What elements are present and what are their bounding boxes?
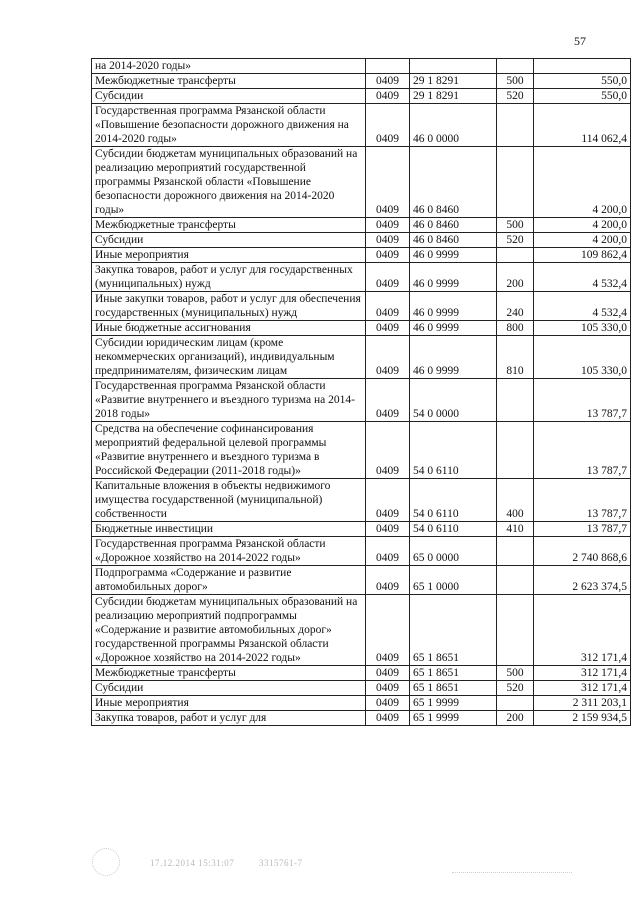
row-sum: 4 200,0: [534, 147, 631, 218]
table-row: [92, 336, 631, 379]
row-name: Межбюджетные трансферты: [92, 74, 366, 89]
row-section: 0409: [366, 89, 410, 104]
row-code: 46 0 9999: [410, 292, 497, 321]
row-sum: [534, 59, 631, 74]
row-kind: 240: [497, 292, 534, 321]
row-code: 29 1 8291: [410, 74, 497, 89]
row-name: Средства на обеспечение софинансирования мероприятий федеральной целевой программы «Развитие внутреннего и въездного туризма в Российской Федерации (2011-2018 годы)»: [92, 422, 366, 479]
row-sum: 550,0: [534, 74, 631, 89]
row-section: 0409: [366, 522, 410, 537]
footer-doc-id: 3315761-7: [259, 858, 303, 868]
row-kind: [497, 537, 534, 566]
row-name: Межбюджетные трансферты: [92, 218, 366, 233]
row-name: Иные закупки товаров, работ и услуг для обеспечения государственных (муниципальных) нужд: [92, 292, 366, 321]
row-sum: 4 532,4: [534, 292, 631, 321]
row-name: Капитальные вложения в объекты недвижимого имущества государственной (муниципальной) собственности: [92, 479, 366, 522]
row-name: Иные мероприятия: [92, 696, 366, 711]
row-section: 0409: [366, 711, 410, 726]
row-section: 0409: [366, 595, 410, 666]
row-kind: 200: [497, 263, 534, 292]
table-row: [92, 248, 631, 263]
row-name: Субсидии юридическим лицам (кроме некоммерческих организаций), индивидуальным предпринимателям, физическим лицам: [92, 336, 366, 379]
row-sum: 114 062,4: [534, 104, 631, 147]
row-code: 65 1 9999: [410, 696, 497, 711]
row-section: 0409: [366, 379, 410, 422]
row-section: 0409: [366, 147, 410, 218]
table-row: [92, 104, 631, 147]
row-section: 0409: [366, 566, 410, 595]
row-kind: 500: [497, 666, 534, 681]
row-section: 0409: [366, 537, 410, 566]
row-kind: [497, 59, 534, 74]
row-sum: 4 200,0: [534, 218, 631, 233]
row-sum: 13 787,7: [534, 522, 631, 537]
row-code: 65 1 0000: [410, 566, 497, 595]
page-number: 57: [574, 34, 586, 48]
row-section: [366, 59, 410, 74]
row-code: 65 1 9999: [410, 711, 497, 726]
row-name: Иные бюджетные ассигнования: [92, 321, 366, 336]
row-code: 29 1 8291: [410, 89, 497, 104]
row-section: 0409: [366, 104, 410, 147]
row-kind: [497, 422, 534, 479]
row-section: 0409: [366, 422, 410, 479]
row-name: Иные мероприятия: [92, 248, 366, 263]
table-row: [92, 233, 631, 248]
row-section: 0409: [366, 74, 410, 89]
row-sum: 13 787,7: [534, 479, 631, 522]
row-section: 0409: [366, 321, 410, 336]
footer-stamp: [150, 858, 325, 868]
row-code: 54 0 6110: [410, 522, 497, 537]
row-code: 46 0 8460: [410, 218, 497, 233]
row-code: 46 0 9999: [410, 321, 497, 336]
row-sum: 13 787,7: [534, 422, 631, 479]
row-sum: 312 171,4: [534, 681, 631, 696]
table-row: [92, 218, 631, 233]
table-row: [92, 696, 631, 711]
row-code: 46 0 8460: [410, 233, 497, 248]
table-row: [92, 147, 631, 218]
row-section: 0409: [366, 666, 410, 681]
row-sum: 109 862,4: [534, 248, 631, 263]
row-kind: [497, 379, 534, 422]
table-row: [92, 479, 631, 522]
row-name: Закупка товаров, работ и услуг для: [92, 711, 366, 726]
row-code: 46 0 0000: [410, 104, 497, 147]
row-section: 0409: [366, 218, 410, 233]
row-section: 0409: [366, 233, 410, 248]
row-section: 0409: [366, 263, 410, 292]
table-row: [92, 666, 631, 681]
row-name: Субсидии бюджетам муниципальных образований на реализацию мероприятий государственной программы Рязанской области «Повышение безопасности дорожного движения на 2014-2020 годы»: [92, 147, 366, 218]
table-row: [92, 89, 631, 104]
row-name: Субсидии: [92, 89, 366, 104]
row-sum: 105 330,0: [534, 336, 631, 379]
table-row: [92, 422, 631, 479]
row-kind: [497, 147, 534, 218]
table-row: [92, 263, 631, 292]
row-kind: [497, 566, 534, 595]
row-code: 54 0 6110: [410, 422, 497, 479]
row-name: на 2014-2020 годы»: [92, 59, 366, 74]
table-row: [92, 566, 631, 595]
budget-table-body: [92, 59, 631, 726]
row-name: Межбюджетные трансферты: [92, 666, 366, 681]
row-kind: 520: [497, 681, 534, 696]
row-sum: 2 623 374,5: [534, 566, 631, 595]
row-sum: 2 159 934,5: [534, 711, 631, 726]
row-sum: 105 330,0: [534, 321, 631, 336]
row-name: Государственная программа Рязанской области «Дорожное хозяйство на 2014-2022 годы»: [92, 537, 366, 566]
row-kind: 200: [497, 711, 534, 726]
row-section: 0409: [366, 681, 410, 696]
row-code: 46 0 9999: [410, 263, 497, 292]
row-code: 46 0 9999: [410, 336, 497, 379]
faint-seal-mark: [92, 848, 120, 876]
row-name: Государственная программа Рязанской области «Повышение безопасности дорожного движения на 2014-2020 годы»: [92, 104, 366, 147]
row-name: Субсидии бюджетам муниципальных образований на реализацию мероприятий подпрограммы «Содержание и развитие автомобильных дорог» государственной программы Рязанской области «Дорожное хозяйство на 2014-2022 годы»: [92, 595, 366, 666]
row-kind: 520: [497, 233, 534, 248]
row-section: 0409: [366, 248, 410, 263]
row-name: Субсидии: [92, 681, 366, 696]
row-section: 0409: [366, 696, 410, 711]
row-kind: [497, 595, 534, 666]
row-name: Подпрограмма «Содержание и развитие автомобильных дорог»: [92, 566, 366, 595]
row-section: 0409: [366, 479, 410, 522]
row-code: 54 0 0000: [410, 379, 497, 422]
row-name: Закупка товаров, работ и услуг для государственных (муниципальных) нужд: [92, 263, 366, 292]
footer-timestamp: 17.12.2014 15:31:07: [150, 858, 235, 868]
row-kind: 400: [497, 479, 534, 522]
row-code: 65 1 8651: [410, 666, 497, 681]
row-sum: 2 740 868,6: [534, 537, 631, 566]
faint-signature-mark: [452, 856, 572, 873]
row-name: Субсидии: [92, 233, 366, 248]
row-sum: 4 532,4: [534, 263, 631, 292]
table-row: [92, 321, 631, 336]
row-code: 54 0 6110: [410, 479, 497, 522]
row-sum: 13 787,7: [534, 379, 631, 422]
row-code: [410, 59, 497, 74]
row-kind: [497, 104, 534, 147]
row-sum: 550,0: [534, 89, 631, 104]
table-row: [92, 59, 631, 74]
row-code: 65 0 0000: [410, 537, 497, 566]
row-section: 0409: [366, 292, 410, 321]
row-code: 65 1 8651: [410, 681, 497, 696]
table-row: [92, 711, 631, 726]
row-kind: 800: [497, 321, 534, 336]
row-kind: [497, 696, 534, 711]
budget-table: [91, 58, 631, 726]
row-name: Государственная программа Рязанской области «Развитие внутреннего и въездного туризма на 2014-2018 годы»: [92, 379, 366, 422]
row-kind: 500: [497, 218, 534, 233]
table-row: [92, 379, 631, 422]
row-kind: [497, 248, 534, 263]
row-sum: 312 171,4: [534, 595, 631, 666]
row-name: Бюджетные инвестиции: [92, 522, 366, 537]
row-sum: 4 200,0: [534, 233, 631, 248]
row-kind: 810: [497, 336, 534, 379]
row-sum: 312 171,4: [534, 666, 631, 681]
table-row: [92, 595, 631, 666]
row-code: 46 0 9999: [410, 248, 497, 263]
row-section: 0409: [366, 336, 410, 379]
row-code: 46 0 8460: [410, 147, 497, 218]
row-code: 65 1 8651: [410, 595, 497, 666]
row-sum: 2 311 203,1: [534, 696, 631, 711]
row-kind: 410: [497, 522, 534, 537]
row-kind: 520: [497, 89, 534, 104]
table-row: [92, 522, 631, 537]
row-kind: 500: [497, 74, 534, 89]
table-row: [92, 537, 631, 566]
table-row: [92, 74, 631, 89]
table-row: [92, 292, 631, 321]
table-row: [92, 681, 631, 696]
